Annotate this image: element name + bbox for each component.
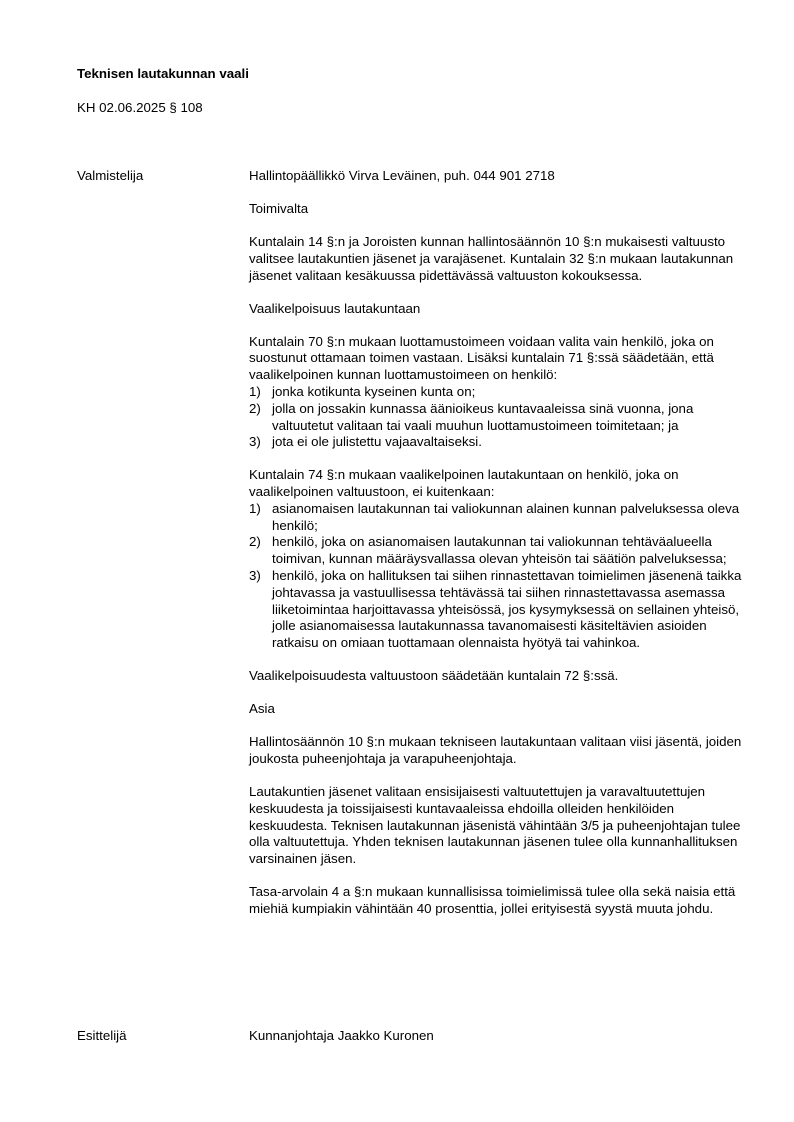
document-title: Teknisen lautakunnan vaali xyxy=(77,66,249,81)
list-item-number: 1) xyxy=(249,500,261,516)
list-item-text: henkilö, joka on hallituksen tai siihen rinnastettavan toimielimen jäsenenä taikka johtavassa ja vastuullisessa tehtävässä tai siihen rinnastettavassa asemassa liiketoimintaa harjoittavassa yhteisössä, jos kysymyksessä on sellainen yhteisö, jolle asianomaisessa lautakunnassa tavanomaisesti käsiteltävien asioiden ratkaisu on omiaan tuottamaan olennaista hyötyä tai vahinkoa. xyxy=(272,568,742,651)
list-item-text: asianomaisen lautakunnan tai valiokunnan alainen kunnan palveluksessa oleva henkilö; xyxy=(272,500,740,533)
list-item xyxy=(249,568,749,652)
list-item xyxy=(249,501,749,535)
eligibility-block xyxy=(249,334,749,452)
preparer-value: Hallintopäällikkö Virva Leväinen, puh. 044 901 2718 xyxy=(249,168,555,183)
presenter-value: Kunnanjohtaja Jaakko Kuronen xyxy=(249,1028,434,1043)
section-heading-vaalikelpoisuus: Vaalikelpoisuus lautakuntaan xyxy=(249,300,421,316)
paragraph-asia-2: Lautakuntien jäsenet valitaan ensisijaisesti valtuutettujen ja varavaltuutettujen keskuudesta ja toissijaisesti kuntavaaleissa ehdoilla olleiden henkilöiden keskuudesta. Teknisen lautakunnan jäsenistä vähintään 3/5 ja puheenjohtajan tulee olla valtuutettuja. Yhden teknisen lautakunnan jäsenen tulee olla kunnanhallituksen varsinainen jäsen. xyxy=(249,784,741,867)
paragraph-asia-3: Tasa-arvolain 4 a §:n mukaan kunnallisissa toimielimissä tulee olla sekä naisia että miehiä kumpiakin vähintään 40 prosenttia, jollei erityisestä syystä muuta johdu. xyxy=(249,884,736,916)
list-item xyxy=(249,534,749,568)
list-item-number: 3) xyxy=(249,568,261,584)
main-content xyxy=(249,168,749,934)
list-item-text: jolla on jossakin kunnassa äänioikeus kuntavaaleissa sinä vuonna, jona valtuutetut valitaan tai vaali muuhun luottamustoimeen toimitetaan; ja xyxy=(272,400,694,433)
list-item-text: jonka kotikunta kyseinen kunta on; xyxy=(272,383,476,399)
list-kuntalaki-74 xyxy=(249,501,749,652)
list-item xyxy=(249,384,749,401)
list-item xyxy=(249,434,749,451)
list-item-number: 3) xyxy=(249,434,261,450)
paragraph-kuntalaki-74: Kuntalain 74 §:n mukaan vaalikelpoinen lautakuntaan on henkilö, joka on vaalikelpoinen valtuustoon, ei kuitenkaan: xyxy=(249,467,679,500)
paragraph-toimivalta: Kuntalain 14 §:n ja Joroisten kunnan hallintosäännön 10 §:n mukaisesti valtuusto valitsee lautakuntien jäsenet ja varajäsenet. Kuntalain 32 §:n mukaan lautakunnan jäsenet valitaan kesäkuussa pidettävässä valtuuston kokouksessa. xyxy=(249,233,734,283)
section-heading-asia: Asia xyxy=(249,701,275,717)
list-item-number: 2) xyxy=(249,534,261,550)
meeting-reference: KH 02.06.2025 § 108 xyxy=(77,100,203,115)
paragraph-asia-1: Hallintosäännön 10 §:n mukaan tekniseen lautakuntaan valitaan viisi jäsentä, joiden joukosta puheenjohtaja ja varapuheenjohtaja. xyxy=(249,734,742,767)
list-item-text: jota ei ole julistettu vajaavaltaiseksi. xyxy=(272,434,482,450)
paragraph-kuntalaki-70: Kuntalain 70 §:n mukaan luottamustoimeen voidaan valita vain henkilö, joka on suostunut ottamaan toimen vastaan. Lisäksi kuntalain 71 §:ssä säädetään, että vaalikelpoinen kunnan luottamustoimeen on henkilö: xyxy=(249,333,714,383)
list-item-number: 2) xyxy=(249,400,261,416)
presenter-label: Esittelijä xyxy=(77,1028,127,1043)
list-item-text: henkilö, joka on asianomaisen lautakunnan tai valiokunnan tehtäväalueella toimivan, kunnan määräysvallassa olevan yhteisön tai säätiön palveluksessa; xyxy=(272,534,727,567)
list-item-number: 1) xyxy=(249,383,261,399)
committee-eligibility-block xyxy=(249,467,749,652)
section-heading-toimivalta: Toimivalta xyxy=(249,200,309,216)
paragraph-kuntalaki-72: Vaalikelpoisuudesta valtuustoon säädetään kuntalain 72 §:ssä. xyxy=(249,668,619,684)
preparer-label: Valmistelija xyxy=(77,168,144,183)
list-item xyxy=(249,401,749,435)
list-kuntalaki-71 xyxy=(249,384,749,451)
